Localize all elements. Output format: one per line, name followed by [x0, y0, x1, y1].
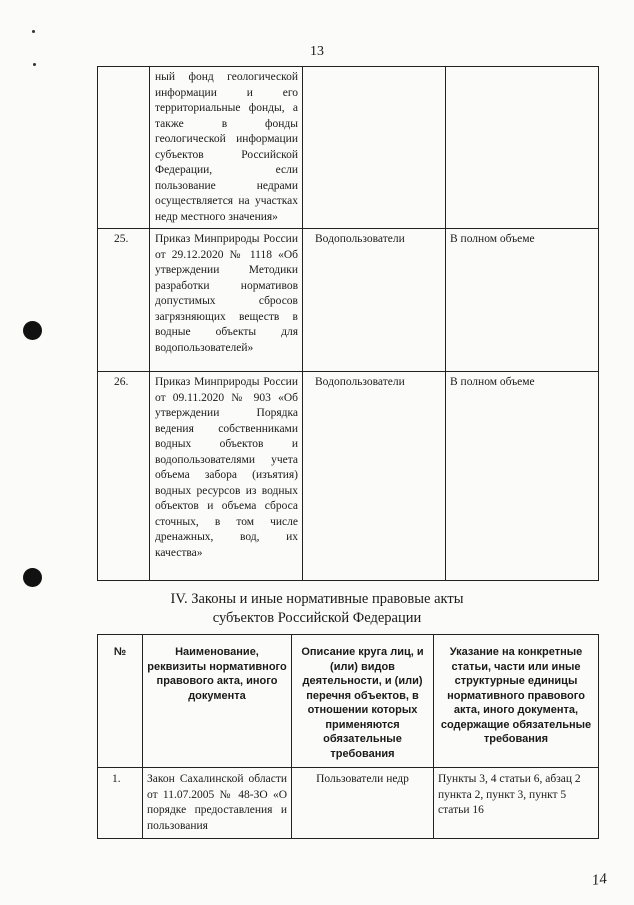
requirements-scope: В полном объеме [446, 372, 599, 581]
row-number [98, 67, 150, 229]
requirements-scope: В полном объеме [446, 229, 599, 372]
table-row [98, 372, 599, 581]
subjects-description: Водопользователи [303, 229, 446, 372]
header-document-name: Наименование, реквизиты нормативного правового акта, иного документа [143, 635, 292, 768]
header-requirements-scope: Указание на конкретные статьи, части или иные структурные единицы нормативного правового акта, иного документа, содержащие обязательные требования [434, 635, 599, 768]
table-header-row [98, 635, 599, 768]
document-name: ный фонд геологической информации и его территориальные фонды, а также в фонды геологической информации субъектов Российской Федерации, если пользование недрами осуществляется на участках недр местного значения» [150, 67, 303, 229]
row-number: 25. [98, 229, 150, 372]
document-name: Приказ Минприроды России от 09.11.2020 № 903 «Об утверждении Порядка ведения собственниками водных объектов и водопользователями учета объема забора (изъятия) водных ресурсов из водных объектов и объема сброса сточных, в том числе дренажных, вод, их качества» [150, 372, 303, 581]
row-number: 1. [98, 768, 143, 839]
document-name: Приказ Минприроды России от 29.12.2020 № 1118 «Об утверждении Методики разработки нормативов допустимых сбросов загрязняющих веществ в водные объекты для водопользователей» [150, 229, 303, 372]
continuation-table [97, 66, 599, 581]
header-subjects-description: Описание круга лиц, и (или) видов деятельности, и (или) перечня объектов, в отношении которых применяются обязательные требования [292, 635, 434, 768]
table-row [98, 229, 599, 372]
subjects-description: Пользователи недр [292, 768, 434, 839]
subjects-description [303, 67, 446, 229]
page-number: 13 [310, 44, 324, 59]
table-row [98, 768, 599, 839]
subjects-description: Водопользователи [303, 372, 446, 581]
row-number: 26. [98, 372, 150, 581]
section-heading-line2: субъектов Российской Федерации [212, 610, 422, 626]
regional-acts-table [97, 634, 599, 839]
binder-hole [23, 568, 42, 587]
section-heading-line1: IV. Законы и иные нормативные правовые акты [170, 591, 464, 607]
requirements-scope: Пункты 3, 4 статьи 6, абзац 2 пункта 2, пункт 3, пункт 5 статьи 16 [434, 768, 599, 839]
header-number: № [98, 635, 143, 768]
table-row [98, 67, 599, 229]
scan-speck [32, 30, 35, 33]
binder-hole [23, 321, 42, 340]
scan-speck [33, 63, 36, 66]
document-name: Закон Сахалинской области от 11.07.2005 № 48-ЗО «О порядке предоставления и пользования [143, 768, 292, 839]
handwritten-page-number: 14 [590, 871, 608, 889]
requirements-scope [446, 67, 599, 229]
